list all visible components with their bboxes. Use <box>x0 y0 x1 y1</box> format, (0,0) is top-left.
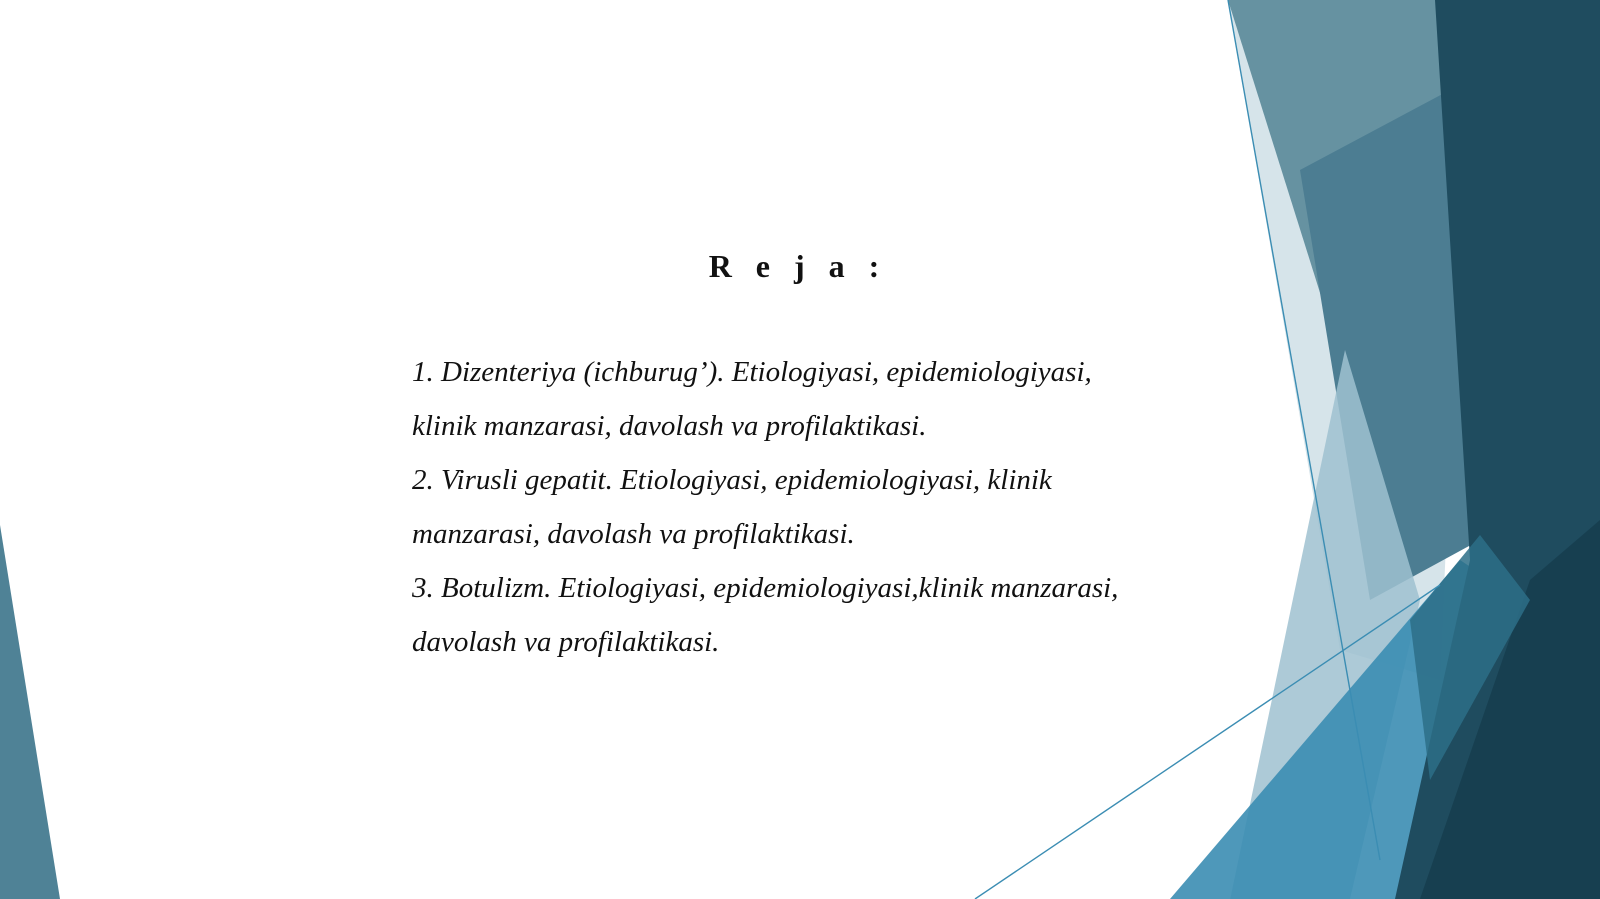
plan-line-2: klinik manzarasi, davolash va profilaktikasi. <box>412 410 927 442</box>
plan-list <box>412 345 1172 669</box>
left-accent-shape <box>0 525 60 899</box>
plan-line-4: manzarasi, davolash va profilaktikasi. <box>412 518 855 550</box>
plan-line-3: 2. Virusli gepatit. Etiologiyasi, epidemiologiyasi, klinik <box>412 464 1052 496</box>
plan-line-1: 1. Dizenteriya (ichburug’). Etiologiyasi, epidemiologiyasi, <box>412 356 1092 388</box>
plan-line-5: 3. Botulizm. Etiologiyasi, epidemiologiyasi,klinik manzarasi, <box>412 572 1119 604</box>
plan-line-6: davolash va profilaktikasi. <box>412 626 720 658</box>
slide-title: R e j a : <box>708 248 888 284</box>
